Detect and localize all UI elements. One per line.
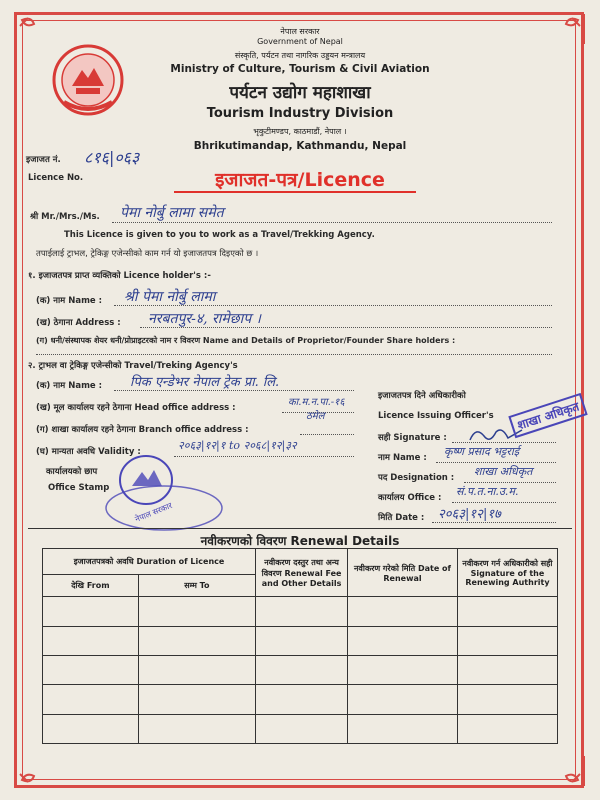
designation-label: पद Designation :: [378, 473, 455, 483]
header-address-np: भृकुटीमण्डप, काठमाडौं, नेपाल ।: [253, 127, 347, 136]
branch-office-line: [300, 434, 354, 435]
title-underline: [174, 191, 416, 193]
office-stamp-label-en: Office Stamp: [48, 483, 110, 493]
agency-name-label: (क) नाम Name :: [36, 381, 103, 391]
statement-en: This Licence is given to you to work as a Travel/Trekking Agency.: [64, 230, 375, 240]
holder-name-value: श्री पेमा नोर्बु लामा: [124, 289, 216, 305]
date-line: [432, 522, 556, 523]
stamp-text: नेपाल सरकार: [133, 500, 174, 524]
officer-name-value: कृष्ण प्रसाद भट्टराई: [444, 445, 520, 458]
holder-address-label: (ख) ठेगाना Address :: [36, 318, 121, 328]
recipient-line: [112, 222, 552, 223]
renewal-table: [42, 548, 558, 744]
renewal-row: [43, 656, 558, 685]
header-government: Government of Nepal: [257, 37, 343, 46]
renewal-row: [43, 626, 558, 655]
signature-label: सही Signature :: [378, 433, 447, 443]
office-value: सं.प.त.ना.उ.म.: [456, 485, 519, 498]
officer-name-line: [436, 462, 556, 463]
licence-title: इजाजत-पत्र/Licence: [215, 169, 385, 191]
renewal-col-duration: इजाजतपत्रको अवधि Duration of Licence: [43, 549, 256, 575]
agency-name-line: [114, 390, 354, 391]
validity-value: २०६३|१२|१ to २०६८|१२|३२: [178, 439, 297, 452]
licence-no-label-np: इजाजत नं.: [26, 155, 61, 165]
renewal-row: [43, 685, 558, 714]
section2-heading: २. ट्राभल वा ट्रेकिङ्ग एजेन्सीको Travel/Treking Agency's: [28, 361, 238, 371]
issuing-heading-np: इजाजतपत्र दिने अधिकारीको: [378, 391, 466, 401]
header-address-en: Bhrikutimandap, Kathmandu, Nepal: [193, 140, 407, 152]
corner-ornament-bottom-left: [14, 754, 48, 788]
holder-name-label: (क) नाम Name :: [36, 296, 103, 306]
corner-ornament-bottom-right: [552, 754, 586, 788]
head-office-value: का.म.न.पा.-१६: [288, 397, 345, 408]
owners-line: [36, 354, 552, 355]
renewal-col-date: नवीकरण गरेको मिति Date of Renewal: [348, 549, 458, 597]
renewal-divider: [28, 528, 572, 529]
renewal-row: [43, 714, 558, 743]
holder-address-value: नरबतपुर-४, रामेछाप ।: [148, 311, 261, 327]
agency-name-value: पिक एन्डेभर नेपाल ट्रेक प्रा. लि.: [130, 375, 280, 390]
officer-name-label: नाम Name :: [378, 453, 427, 463]
designation-value: शाखा अधिकृत: [474, 465, 533, 478]
recipient-label: श्री Mr./Mrs./Ms.: [30, 212, 100, 222]
section1-heading: १. इजाजतपत्र प्राप्त व्यक्तिको Licence holder's :-: [28, 271, 211, 281]
renewal-col-signature: नवीकरण गर्न अधिकारीको सही Signature of the Renewing Authrity: [457, 549, 557, 597]
issuing-heading-en: Licence Issuing Officer's: [378, 411, 494, 421]
designation-line: [464, 482, 556, 483]
office-label: कार्यालय Office :: [378, 493, 442, 503]
recipient-value: पेमा नोर्बु लामा समेत: [120, 205, 224, 221]
header-ministry-np: संस्कृति, पर्यटन तथा नागरिक उड्डयन मन्त्रालय: [234, 51, 366, 60]
renewal-col-fee: नवीकरण दस्तुर तथा अन्य विवरण Renewal Fee and Other Details: [256, 549, 348, 597]
officer-rect-stamp: शाखा अधिकृत: [508, 393, 587, 438]
renewal-row: [43, 597, 558, 626]
renewal-title: नवीकरणको विवरण Renewal Details: [200, 534, 400, 548]
round-office-stamp-icon: [96, 452, 226, 532]
date-label: मिति Date :: [378, 513, 425, 523]
header-nepal-sarkar: नेपाल सरकार: [280, 27, 320, 36]
office-line: [452, 502, 556, 503]
office-stamp-label-np: कार्यालयको छाप: [46, 467, 98, 477]
date-value: २०६३|१२|१७: [438, 507, 501, 522]
head-office-value-2: ठमेल: [306, 411, 325, 422]
head-office-label: (ख) मूल कार्यालय रहने ठेगाना Head office address :: [36, 403, 236, 413]
renewal-col-to: सम्म To: [138, 575, 255, 597]
licence-no-label-en: Licence No.: [28, 173, 84, 183]
renewal-col-from: देखि From: [43, 575, 139, 597]
licence-no-value: ८१६|०६३: [84, 148, 140, 167]
header-division-np: पर्यटन उद्योग महाशाखा: [229, 83, 371, 103]
statement-np: तपाईलाई ट्राभल, ट्रेकिङ्ग एजेन्सीको काम गर्न यो इजाजतपत्र दिइएको छ ।: [36, 249, 259, 259]
validity-label: (घ) मान्यता अवधि Validity :: [36, 447, 141, 457]
branch-office-label: (ग) शाखा कार्यालय रहने ठेगाना Branch office address :: [36, 425, 249, 435]
header-division-en: Tourism Industry Division: [206, 106, 394, 121]
owners-label: (ग) धनी/संस्थापक शेयर धनी/प्रोप्राइटरको नाम र विवरण Name and Details of Proprietor/Founder Share holders :: [36, 336, 456, 345]
header-ministry-en: Ministry of Culture, Tourism & Civil Aviation: [170, 63, 430, 75]
